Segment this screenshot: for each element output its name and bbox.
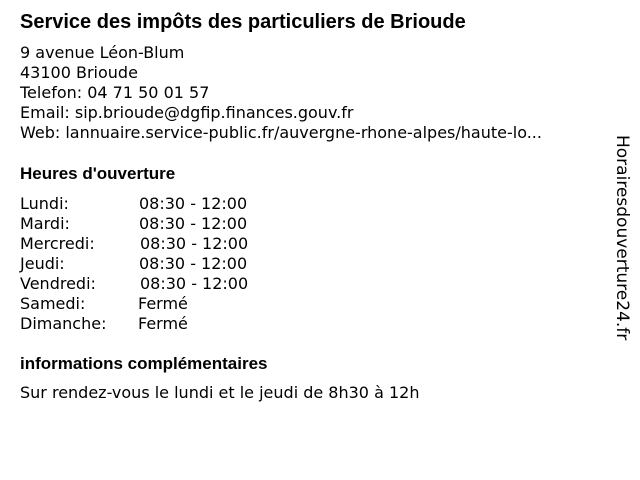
watermark-text: Horairesdouverture24.fr <box>612 135 632 341</box>
hours-value: 08:30 - 12:00 <box>139 214 248 233</box>
additional-info-text: Sur rendez-vous le lundi et le jeudi de 8h30 à 12h <box>20 383 420 402</box>
address-city: 43100 Brioude <box>20 63 138 82</box>
contact-block <box>20 43 542 143</box>
opening-hours-heading: Heures d'ouverture <box>20 164 176 183</box>
hours-value: Fermé <box>138 314 188 333</box>
hours-row-wednesday <box>20 234 320 254</box>
hours-value: Fermé <box>138 294 188 313</box>
hours-row-sunday <box>20 314 320 334</box>
day-label: Lundi: <box>20 194 69 213</box>
phone-number: Telefon: 04 71 50 01 57 <box>20 83 210 102</box>
day-label: Samedi: <box>20 294 86 313</box>
email-address: Email: sip.brioude@dgfip.finances.gouv.fr <box>20 103 354 122</box>
hours-row-friday <box>20 274 320 294</box>
page-title: Service des impôts des particuliers de Brioude <box>20 11 466 33</box>
site-watermark <box>612 135 632 375</box>
hours-row-saturday <box>20 294 320 314</box>
day-label: Dimanche: <box>20 314 107 333</box>
website-link: Web: lannuaire.service-public.fr/auvergne-rhone-alpes/haute-lo... <box>20 123 542 142</box>
hours-value: 08:30 - 12:00 <box>140 234 249 253</box>
day-label: Mardi: <box>20 214 70 233</box>
hours-value: 08:30 - 12:00 <box>140 274 249 293</box>
day-label: Jeudi: <box>20 254 65 273</box>
hours-row-thursday <box>20 254 320 274</box>
hours-value: 08:30 - 12:00 <box>139 254 248 273</box>
day-label: Mercredi: <box>20 234 95 253</box>
hours-row-monday <box>20 194 320 214</box>
hours-value: 08:30 - 12:00 <box>139 194 248 213</box>
additional-info-heading: informations complémentaires <box>20 354 268 373</box>
opening-hours-table <box>20 194 320 334</box>
day-label: Vendredi: <box>20 274 96 293</box>
hours-row-tuesday <box>20 214 320 234</box>
address-street: 9 avenue Léon-Blum <box>20 43 185 62</box>
